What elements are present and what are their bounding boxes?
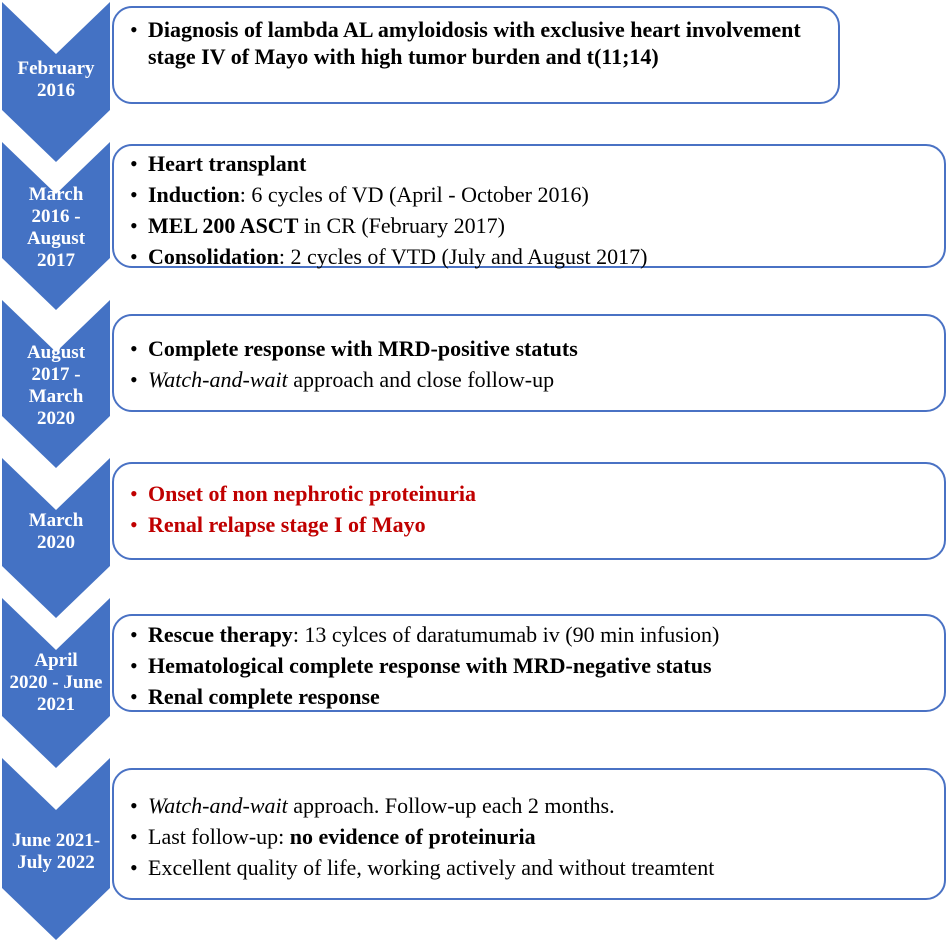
item-text: Heart transplant [148,151,307,176]
bullet-icon: • [130,622,138,647]
item-text: Onset of non nephrotic proteinuria [148,481,476,506]
stage-date-line: June 2021- [11,830,101,851]
item-text: Hematological complete response with MRD-negative status [148,653,712,678]
bullet-item [130,650,932,681]
bullet-item [130,821,932,852]
stage-chevron [2,598,110,768]
item-text: approach and close follow-up [287,367,555,392]
bullet-item [130,210,932,241]
stage-date-label [2,58,110,102]
stage-date-line: 2020 - June [9,672,103,693]
item-text: Renal relapse stage I of Mayo [148,512,426,537]
stage-date-label [2,342,110,430]
stage-date-line: 2017 - [31,364,81,385]
stage-date-line: July 2022 [17,852,95,873]
bullet-icon: • [130,17,138,42]
bullet-icon: • [130,684,138,709]
item-text: in CR (February 2017) [298,213,505,238]
bullet-item [130,681,932,712]
bullet-icon: • [130,512,138,537]
item-text: no evidence of proteinuria [289,824,536,849]
stage-date-line: August [26,342,86,363]
stage-date-line: March [28,510,84,531]
bullet-item [130,619,932,650]
stage-date-line: 2021 [37,694,75,715]
bullet-item [130,790,932,821]
stage-date-line: March [28,386,84,407]
bullet-icon: • [130,367,138,392]
stage-date-label [2,830,110,874]
stage-details-box [112,768,946,900]
stage-date-label [2,184,110,272]
bullet-item [130,179,932,210]
stage-date-line: February [17,58,95,79]
bullet-icon: • [130,855,138,880]
item-text: Complete response with MRD-positive statuts [148,336,578,361]
item-text: Watch-and-wait [148,793,288,818]
item-text: Excellent quality of life, working actively and without treamtent [148,855,715,880]
bullet-icon: • [130,481,138,506]
item-text: Rescue therapy [148,622,293,647]
stage-details-box [112,6,840,104]
stage-date-label [2,510,110,554]
stage-details-box [112,462,946,560]
bullet-icon: • [130,653,138,678]
bullet-icon: • [130,151,138,176]
highlighted-bullet-item [130,478,932,509]
stage-date-line: August [26,228,86,249]
item-text: : 13 cylces of daratumumab iv (90 min infusion) [292,622,720,647]
stage-date-label [2,650,110,716]
item-text: : 2 cycles of VTD (July and August 2017) [278,244,648,269]
item-text: Diagnosis of lambda AL amyloidosis with exclusive heart involvement stage IV of Mayo with high tumor burden and t(11;14) [148,17,801,69]
item-text: Renal complete response [148,684,380,709]
bullet-item [130,241,932,272]
bullet-icon: • [130,824,138,849]
bullet-item [130,852,932,883]
stage-date-line: 2017 [37,250,75,271]
stage-chevron [2,142,110,310]
item-text: MEL 200 ASCT [148,213,299,238]
highlighted-bullet-item [130,509,932,540]
bullet-item [130,333,932,364]
stage-date-line: March [28,184,84,205]
bullet-icon: • [130,793,138,818]
stage-date-line: 2016 [37,80,75,101]
item-text: Watch-and-wait [148,367,288,392]
bullet-icon: • [130,336,138,361]
bullet-item [130,16,826,70]
stage-chevron [2,758,110,940]
bullet-icon: • [130,182,138,207]
stage-date-line: 2016 - [31,206,81,227]
bullet-icon: • [130,244,138,269]
bullet-icon: • [130,213,138,238]
stage-details-box [112,614,946,712]
stage-chevron [2,458,110,618]
item-text: Consolidation [148,244,279,269]
item-text: Induction [148,182,240,207]
item-text: approach. Follow-up each 2 months. [287,793,615,818]
stage-chevron [2,300,110,468]
stage-chevron [2,2,110,162]
stage-date-line: 2020 [37,532,75,553]
stage-date-line: 2020 [37,408,75,429]
bullet-item [130,148,932,179]
item-text: : 6 cycles of VD (April - October 2016) [239,182,589,207]
item-text: Last follow-up: [148,824,290,849]
stage-date-line: April [34,650,78,671]
stage-details-box [112,314,946,412]
stage-details-box [112,144,946,268]
bullet-item [130,364,932,395]
